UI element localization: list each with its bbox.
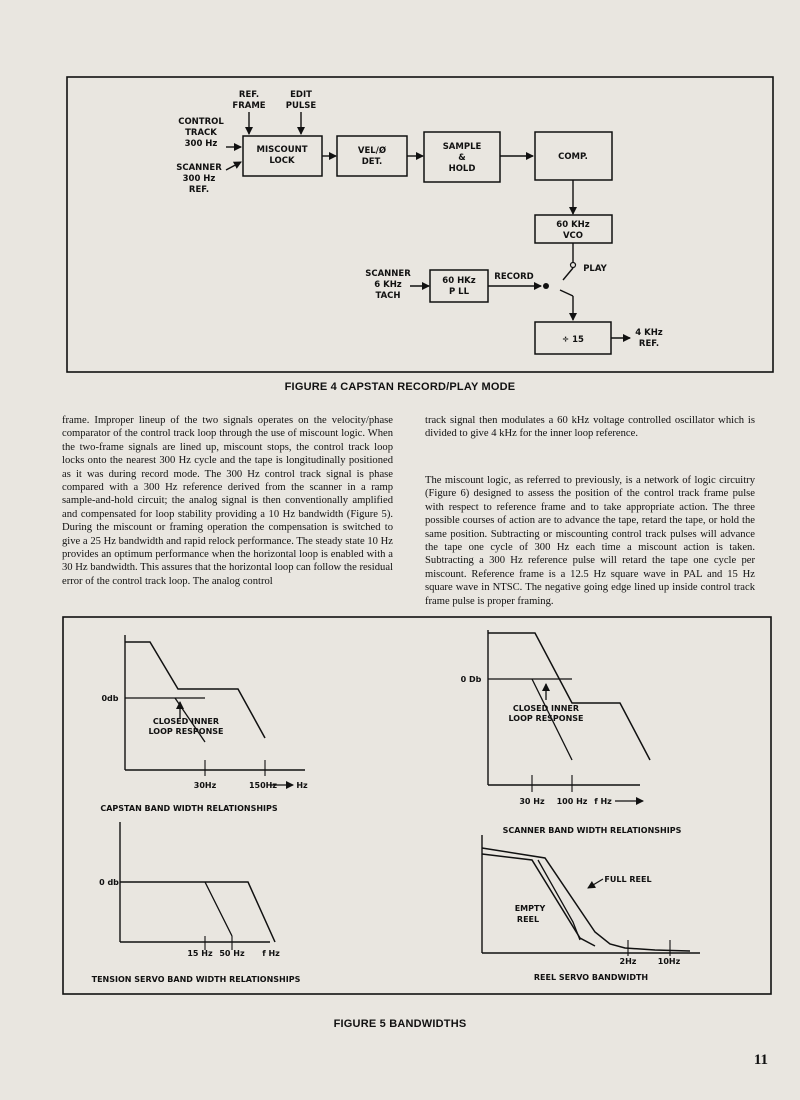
scanner-axis-label: f Hz — [594, 797, 612, 806]
figure-4-frame — [67, 77, 773, 372]
miscount-lock-text-1: MISCOUNT — [256, 145, 308, 155]
scanner-ref-label-2: 300 Hz — [182, 174, 216, 184]
body-column-right-p1: track signal then modulates a 60 kHz voltage controlled oscillator which is divided to give 4 kHz for the inner loop reference. — [425, 415, 755, 440]
sample-hold-text-3: HOLD — [448, 164, 476, 174]
reel-full-label: FULL REEL — [604, 875, 652, 884]
control-track-label-1: CONTROL — [178, 117, 224, 127]
scanner-tick-30hz: 30 Hz — [519, 797, 545, 806]
pll-text-1: 60 HKz — [442, 276, 476, 286]
control-track-label-3: 300 Hz — [184, 139, 218, 149]
figure-5-caption: FIGURE 5 BANDWIDTHS — [333, 1018, 467, 1030]
miscount-lock-text-2: LOCK — [269, 156, 295, 166]
capstan-inner-label-1: CLOSED INNER — [152, 717, 220, 726]
scanner-inner-label-2: LOOP RESPONSE — [508, 714, 584, 723]
record-label: RECORD — [494, 272, 534, 282]
pll-block — [430, 270, 488, 302]
capstan-db-label: 0db — [101, 694, 119, 703]
tension-axis-label: f Hz — [262, 949, 280, 958]
ref-frame-label-1: REF. — [238, 90, 260, 100]
tension-tick-50hz: 50 Hz — [219, 949, 245, 958]
page-number: 11 — [753, 1052, 768, 1068]
scanner-db-label: 0 Db — [460, 675, 482, 684]
tension-title: TENSION SERVO BAND WIDTH RELATIONSHIPS — [91, 975, 301, 984]
scanner-ref-label-1: SCANNER — [176, 163, 222, 173]
output-label-1: 4 KHz — [635, 328, 663, 338]
scanner-tach-label-3: TACH — [375, 291, 401, 301]
body-column-right-p2: The miscount logic, as referred to previously, is a network of logic circuitry (Figure 6) designed to assess the position of the control track frame pulse with respect to reference frame and to take appropriate action. The three possible courses of action are to advance the tape, retard the tape, or hold the same position. Subtracting or miscounting control track pulses will advance the tape one cycle of 300 Hz each time a miscount action is taken. Subtracting a 300 Hz reference pulse will retard the tape one cycle per miscount. Reference frame is a 12.5 Hz square wave in PAL and 15 Hz square wave in NTSC. The negative going edge lined up inside control track frame pulse is proper framing. — [425, 475, 755, 607]
figure-5-diagram — [0, 600, 800, 1020]
figure-4-diagram — [0, 0, 800, 390]
reel-empty-label-2: REEL — [516, 915, 540, 924]
edit-pulse-label-2: PULSE — [285, 101, 317, 111]
reel-title: REEL SERVO BANDWIDTH — [533, 973, 649, 982]
ref-frame-label-2: FRAME — [232, 101, 266, 111]
reel-empty-label-1: EMPTY — [514, 904, 546, 913]
capstan-tick-30hz: 30Hz — [193, 781, 217, 790]
vel-det-block — [337, 136, 407, 176]
capstan-title: CAPSTAN BAND WIDTH RELATIONSHIPS — [100, 804, 278, 813]
tension-tick-15hz: 15 Hz — [187, 949, 213, 958]
divider-text: ÷ 15 — [562, 335, 584, 345]
scanner-bandwidth-plot — [461, 630, 682, 835]
play-label: PLAY — [583, 264, 607, 274]
figure-4-caption: FIGURE 4 CAPSTAN RECORD/PLAY MODE — [284, 381, 516, 393]
scanner-tick-100hz: 100 Hz — [556, 797, 588, 806]
vco-text-2: VCO — [562, 231, 584, 241]
reel-tick-2hz: 2Hz — [619, 957, 637, 966]
capstan-axis-label: Hz — [296, 781, 308, 790]
capstan-inner-label-2: LOOP RESPONSE — [148, 727, 224, 736]
pll-text-2: P LL — [448, 287, 470, 297]
sample-hold-text-2: & — [458, 153, 466, 163]
scanner-title: SCANNER BAND WIDTH RELATIONSHIPS — [502, 826, 682, 835]
sample-hold-text-1: SAMPLE — [442, 142, 482, 152]
scanner-ref-label-3: REF. — [188, 185, 210, 195]
edit-pulse-label-1: EDIT — [290, 90, 312, 100]
body-column-left: frame. Improper lineup of the two signals operates on the velocity/phase comparator of the control track loop through the use of miscount logic. When the two-frame signals are lined up, miscount stops, the control track loop locks onto the nearest 300 Hz cycle and the tape is longitudinally positioned as it was during record mode. The 300 Hz control track signal is phase compared with a 300 Hz reference derived from the scanner in a ramp sample-and-hold circuit; the analog signal is then conventionally amplified and compensated for loop stability providing a 10 Hz bandwidth (Figure 5). During the miscount or framing operation the compensation is switched to give a 25 Hz bandwidth and rapid relock performance. The steady state 10 Hz provides an optimum performance when the horizontal loop is enabled with a 30 Hz bandwidth. This assures that the horizontal loop can follow the residual error of the control track loop. The analog control — [62, 415, 393, 587]
reel-bandwidth-plot — [482, 835, 700, 982]
capstan-tick-150hz: 150Hz — [248, 781, 278, 790]
scanner-tach-label-1: SCANNER — [365, 269, 411, 279]
reel-tick-10hz: 10Hz — [657, 957, 681, 966]
output-label-2: REF. — [638, 339, 660, 349]
tension-bandwidth-plot — [92, 822, 301, 984]
vco-text-1: 60 KHz — [556, 220, 590, 230]
vel-det-text-1: VEL/Ø — [357, 146, 387, 156]
comp-text: COMP. — [558, 152, 588, 162]
capstan-bandwidth-plot — [100, 635, 308, 813]
scanner-tach-label-2: 6 KHz — [374, 280, 402, 290]
vel-det-text-2: DET. — [361, 157, 383, 167]
scanner-inner-label-1: CLOSED INNER — [512, 704, 580, 713]
tension-db-label: 0 db — [99, 878, 119, 887]
control-track-label-2: TRACK — [185, 128, 217, 138]
